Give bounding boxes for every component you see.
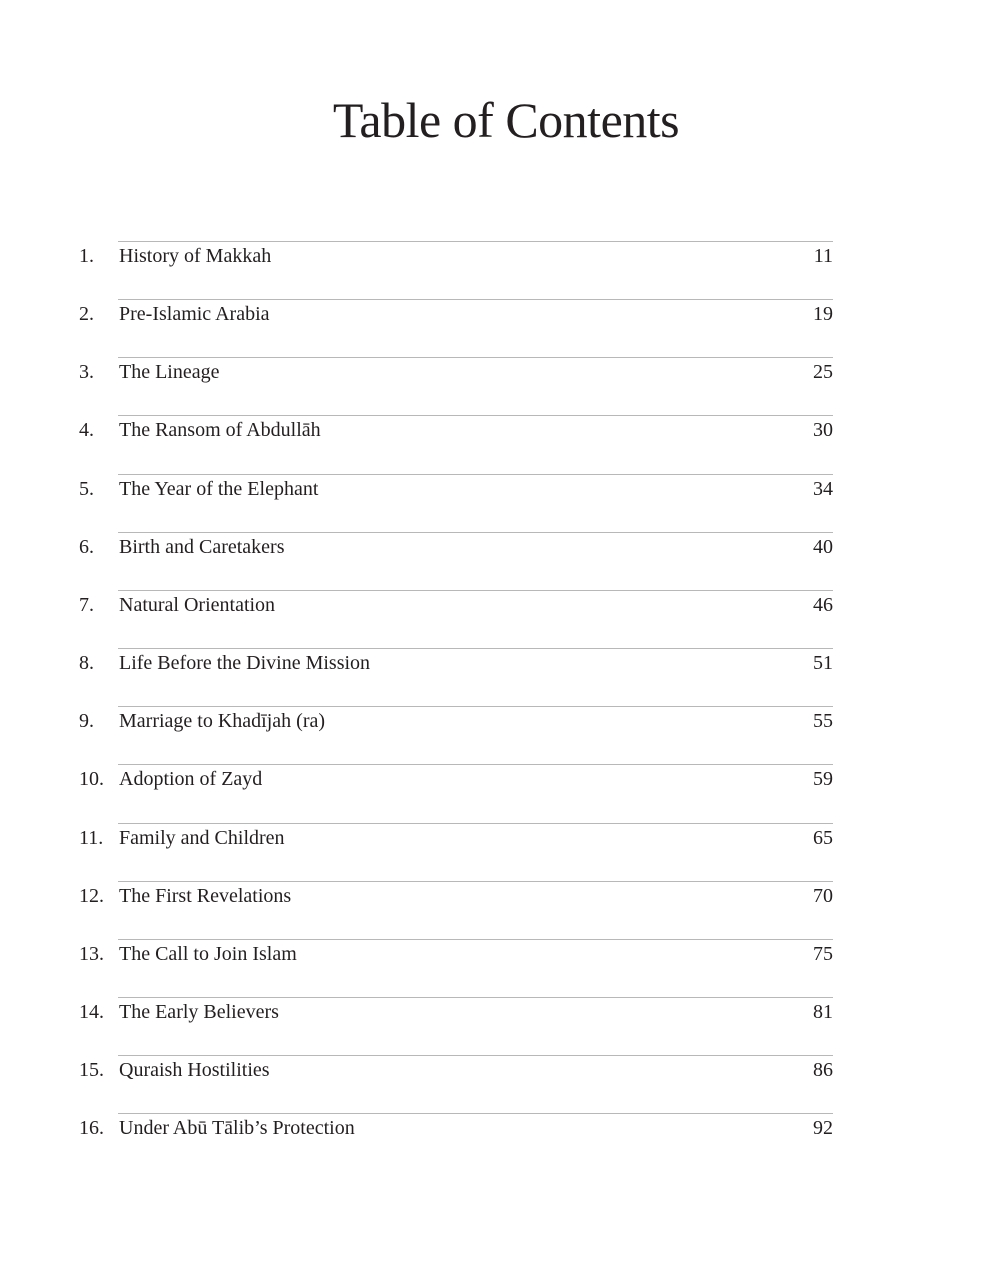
entry-number: 9. (79, 710, 94, 732)
entry-page-number: 46 (813, 594, 833, 616)
toc-entry[interactable] (0, 823, 989, 881)
divider-rule (118, 299, 833, 300)
entry-number: 12. (79, 885, 104, 907)
entry-title[interactable]: Pre-Islamic Arabia (119, 303, 270, 325)
toc-entry[interactable] (0, 881, 989, 939)
divider-rule (118, 648, 833, 649)
entry-title[interactable]: The First Revelations (119, 885, 292, 907)
entry-title[interactable]: Marriage to Khadījah (ra) (119, 710, 326, 732)
entry-page-number: 51 (813, 652, 833, 674)
entry-title[interactable]: Adoption of Zayd (119, 768, 263, 790)
entry-page-number: 30 (813, 419, 833, 441)
entry-number: 2. (79, 303, 94, 325)
toc-entry[interactable] (0, 997, 989, 1055)
entry-title[interactable]: History of Makkah (119, 245, 272, 267)
divider-rule (118, 1055, 833, 1056)
entry-title[interactable]: The Call to Join Islam (119, 943, 297, 965)
entry-number: 4. (79, 419, 94, 441)
toc-entry[interactable] (0, 939, 989, 997)
divider-rule (118, 532, 833, 533)
page-title: Table of Contents (332, 92, 680, 148)
entry-number: 8. (79, 652, 94, 674)
toc-entry[interactable] (0, 1055, 989, 1113)
entry-title[interactable]: The Lineage (119, 361, 220, 383)
entry-page-number: 34 (813, 478, 833, 500)
entry-number: 16. (79, 1117, 104, 1139)
divider-rule (118, 939, 833, 940)
entry-page-number: 75 (813, 943, 833, 965)
divider-rule (118, 706, 833, 707)
toc-entry[interactable] (0, 532, 989, 590)
toc-entry[interactable] (0, 764, 989, 822)
entry-title[interactable]: The Ransom of Abdullāh (119, 419, 321, 441)
entry-number: 15. (79, 1059, 104, 1081)
entry-page-number: 59 (813, 768, 833, 790)
toc-entry[interactable] (0, 706, 989, 764)
divider-rule (118, 241, 833, 242)
entry-number: 5. (79, 478, 94, 500)
entry-page-number: 86 (813, 1059, 833, 1081)
entry-page-number: 70 (813, 885, 833, 907)
entry-number: 14. (79, 1001, 104, 1023)
divider-rule (118, 764, 833, 765)
entry-number: 11. (79, 827, 104, 849)
divider-rule (118, 881, 833, 882)
toc-entry[interactable] (0, 648, 989, 706)
toc-entry[interactable] (0, 241, 989, 299)
entry-page-number: 92 (813, 1117, 833, 1139)
entry-number: 1. (79, 245, 94, 267)
entry-number: 7. (79, 594, 94, 616)
entry-page-number: 65 (813, 827, 833, 849)
toc-entry[interactable] (0, 474, 989, 532)
entry-title[interactable]: Quraish Hostilities (119, 1059, 270, 1081)
divider-rule (118, 1113, 833, 1114)
entry-page-number: 19 (813, 303, 833, 325)
entry-title[interactable]: Under Abū Tālib’s Protection (119, 1117, 355, 1139)
entry-title[interactable]: Life Before the Divine Mission (119, 652, 371, 674)
entry-title[interactable]: The Early Believers (119, 1001, 279, 1023)
divider-rule (118, 590, 833, 591)
entry-number: 6. (79, 536, 94, 558)
divider-rule (118, 415, 833, 416)
toc-entry[interactable] (0, 415, 989, 473)
entry-page-number: 55 (813, 710, 833, 732)
entry-number: 10. (79, 768, 104, 790)
entry-title[interactable]: The Year of the Elephant (119, 478, 319, 500)
entry-title[interactable]: Family and Children (119, 827, 285, 849)
entry-page-number: 25 (813, 361, 833, 383)
entry-page-number: 81 (813, 1001, 833, 1023)
divider-rule (118, 997, 833, 998)
toc-entry[interactable] (0, 299, 989, 357)
divider-rule (118, 823, 833, 824)
toc-entry[interactable] (0, 1113, 989, 1171)
divider-rule (118, 474, 833, 475)
entry-title[interactable]: Natural Orientation (119, 594, 276, 616)
entry-page-number: 11 (813, 245, 833, 267)
toc-entry[interactable] (0, 590, 989, 648)
entry-number: 3. (79, 361, 94, 383)
entry-title[interactable]: Birth and Caretakers (119, 536, 285, 558)
divider-rule (118, 357, 833, 358)
entry-page-number: 40 (813, 536, 833, 558)
toc-entry[interactable] (0, 357, 989, 415)
entry-number: 13. (79, 943, 104, 965)
